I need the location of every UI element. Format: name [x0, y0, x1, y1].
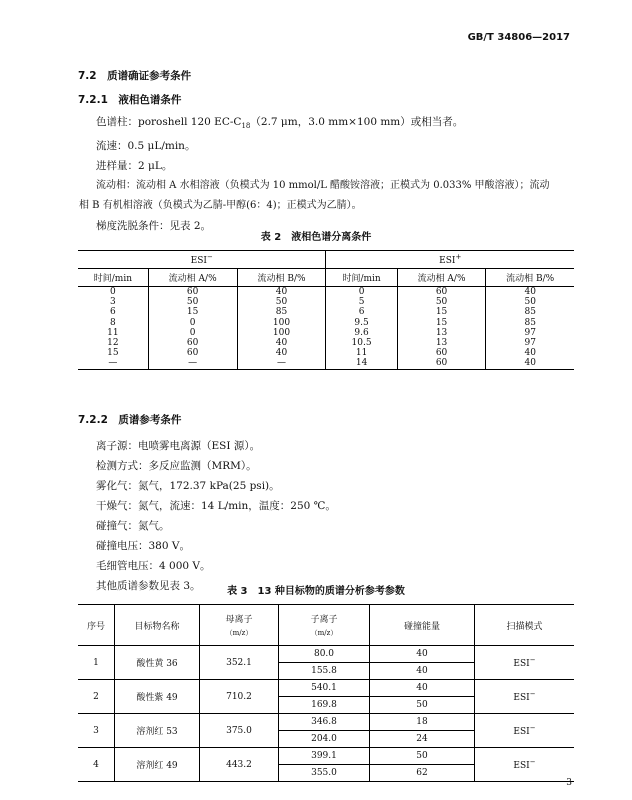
table-cell: — [237, 358, 326, 369]
table3-caption: 表 3 13 种目标物的质谱分析参考参数 [227, 586, 405, 597]
column-header: 目标物名称 [115, 605, 200, 646]
row-number: 4 [78, 748, 115, 782]
table-row [78, 338, 574, 348]
table-row [78, 328, 574, 338]
other-params-line: 其他质谱参数见表 3。 [96, 580, 201, 592]
lc-gradient-table [78, 250, 574, 370]
collision-energy: 40 [370, 646, 475, 663]
column-header: 碰撞能量 [370, 605, 475, 646]
compound-name: 酸性黄 36 [115, 646, 200, 680]
table-row [78, 318, 574, 328]
drying-gas-line: 干燥气：氮气，流速：14 L/min，温度：250 ℃。 [96, 500, 336, 512]
table-cell: 12 [78, 338, 148, 348]
table-cell: 60 [397, 348, 486, 358]
collision-energy: 50 [370, 697, 475, 714]
compound-name: 溶剂红 49 [115, 748, 200, 782]
daughter-ion: 399.1 [279, 748, 370, 765]
column-line: 色谱柱：poroshell 120 $EC-C_{18}(2.7$ μm，3.0 mm×100 mm）或相当者。 [96, 116, 464, 131]
table-cell: 40 [486, 358, 574, 369]
mobile-phase-line-2: 相 B 有机相溶液（负模式为乙腈-甲醇(6：4)；正模式为乙腈）。 [79, 200, 362, 212]
table-cell: 15 [397, 318, 486, 328]
collision-energy: 18 [370, 714, 475, 731]
section-7-2-1-title: 7.2.1 液相色谱条件 [78, 94, 182, 106]
table-cell: 9.6 [326, 328, 397, 338]
standard-number: GB/T 34806—2017 [467, 32, 570, 43]
table-cell: 60 [148, 348, 237, 358]
table-row [78, 748, 574, 765]
column-header: 时间/min [326, 269, 397, 287]
collision-energy: 62 [370, 765, 475, 782]
table-cell: 40 [237, 338, 326, 348]
compound-name: 酸性紫 49 [115, 680, 200, 714]
ms-parameter-table [78, 604, 574, 782]
column-header: 时间/min [78, 269, 148, 287]
mobile-phase-line: 流动相：流动相 A 水相溶液（负模式为 10 mmol/L 醋酸铵溶液；正模式为 0.033% 甲酸溶液）；流动 [96, 180, 550, 192]
table-cell: 6 [78, 307, 148, 317]
column-header: 扫描模式 [475, 605, 575, 646]
parent-ion: 375.0 [200, 714, 279, 748]
column-header: 流动相 A/% [397, 269, 486, 287]
parent-ion: 352.1 [200, 646, 279, 680]
column-header: 流动相 B/% [237, 269, 326, 287]
table-cell: 9.5 [326, 318, 397, 328]
row-number: 1 [78, 646, 115, 680]
page-number: 3 [566, 778, 572, 788]
collision-energy: 24 [370, 731, 475, 748]
ion-source-line: 离子源：电喷雾电离源（ESI 源）。 [96, 440, 261, 452]
table-row [78, 307, 574, 317]
table-cell: — [148, 358, 237, 369]
table-row [78, 358, 574, 369]
scan-mode: ESI− [475, 680, 575, 714]
table-cell: 15 [78, 348, 148, 358]
section-7-2-title: 7.2 质谱确证参考条件 [78, 70, 192, 82]
column-header: 母离子 （m/z） [200, 605, 279, 646]
row-number: 3 [78, 714, 115, 748]
collision-energy: 40 [370, 663, 475, 680]
parent-ion: 710.2 [200, 680, 279, 714]
table-cell: 50 [237, 297, 326, 307]
daughter-ion: 540.1 [279, 680, 370, 697]
column-header: 子离子 （m/z） [279, 605, 370, 646]
gradient-line: 梯度洗脱条件：见表 2。 [96, 220, 212, 233]
ms-conditions [96, 436, 336, 596]
table-cell: 10.5 [326, 338, 397, 348]
table-cell: 40 [486, 287, 574, 298]
table-cell: 14 [326, 358, 397, 369]
table-cell: 60 [397, 358, 486, 369]
table-cell: 85 [237, 307, 326, 317]
table-row [78, 680, 574, 697]
collision-energy: 50 [370, 748, 475, 765]
table-cell: 50 [397, 297, 486, 307]
flow-line: 流速：0.5 μL/min。 [96, 140, 196, 153]
table-row [78, 646, 574, 663]
table-cell: 85 [486, 318, 574, 328]
row-number: 2 [78, 680, 115, 714]
table-cell: 15 [397, 307, 486, 317]
collision-energy: 40 [370, 680, 475, 697]
table-row [78, 714, 574, 731]
table-row [78, 287, 574, 298]
collision-voltage-line: 碰撞电压：380 V。 [96, 540, 190, 552]
daughter-ion: 355.0 [279, 765, 370, 782]
table-cell: 5 [326, 297, 397, 307]
table-header-row [78, 251, 574, 269]
table-cell: 97 [486, 338, 574, 348]
table-cell: 6 [326, 307, 397, 317]
capillary-voltage-line: 毛细管电压：4 000 V。 [96, 560, 211, 572]
table-row [78, 348, 574, 358]
table-cell: 0 [78, 287, 148, 298]
table-cell: 0 [148, 328, 237, 338]
table-cell: 3 [78, 297, 148, 307]
daughter-ion: 204.0 [279, 731, 370, 748]
table-cell: 0 [326, 287, 397, 298]
table-cell: 97 [486, 328, 574, 338]
table-row [78, 297, 574, 307]
detection-line: 检测方式：多反应监测（MRM）。 [96, 460, 257, 472]
table-cell: 60 [148, 287, 237, 298]
table-header-row [78, 605, 574, 646]
table-cell: 85 [486, 307, 574, 317]
column-header: 序号 [78, 605, 115, 646]
nebulizer-line: 雾化气：氮气，172.37 kPa(25 psi)。 [96, 480, 280, 492]
table-cell: 40 [237, 287, 326, 298]
daughter-ion: 346.8 [279, 714, 370, 731]
daughter-ion: 155.8 [279, 663, 370, 680]
table-cell: 11 [78, 328, 148, 338]
scan-mode: ESI− [475, 646, 575, 680]
scan-mode: ESI− [475, 714, 575, 748]
parent-ion: 443.2 [200, 748, 279, 782]
table-cell: 100 [237, 328, 326, 338]
table-cell: 40 [486, 348, 574, 358]
table-cell: 0 [148, 318, 237, 328]
table-cell: 15 [148, 307, 237, 317]
table-cell: 13 [397, 338, 486, 348]
table-header-row [78, 269, 574, 287]
collision-gas-line: 碰撞气：氮气。 [96, 520, 170, 532]
column-header: 流动相 B/% [486, 269, 574, 287]
esi-negative-header: ESI− [78, 251, 326, 269]
column-header: 流动相 A/% [148, 269, 237, 287]
scan-mode: ESI− [475, 748, 575, 782]
table-cell: 40 [237, 348, 326, 358]
daughter-ion: 169.8 [279, 697, 370, 714]
table-cell: — [78, 358, 148, 369]
table-cell: 60 [148, 338, 237, 348]
daughter-ion: 80.0 [279, 646, 370, 663]
injection-line: 进样量：2 μL。 [96, 160, 173, 173]
esi-positive-header: ESI+ [326, 251, 574, 269]
table-cell: 8 [78, 318, 148, 328]
table-cell: 13 [397, 328, 486, 338]
table-cell: 50 [486, 297, 574, 307]
table2-caption: 表 2 液相色谱分离条件 [260, 232, 372, 243]
section-7-2-2-title: 7.2.2 质谱参考条件 [78, 414, 182, 426]
compound-name: 溶剂红 53 [115, 714, 200, 748]
table-cell: 60 [397, 287, 486, 298]
lc-conditions [79, 112, 576, 236]
table-cell: 50 [148, 297, 237, 307]
table-cell: 11 [326, 348, 397, 358]
table-cell: 100 [237, 318, 326, 328]
